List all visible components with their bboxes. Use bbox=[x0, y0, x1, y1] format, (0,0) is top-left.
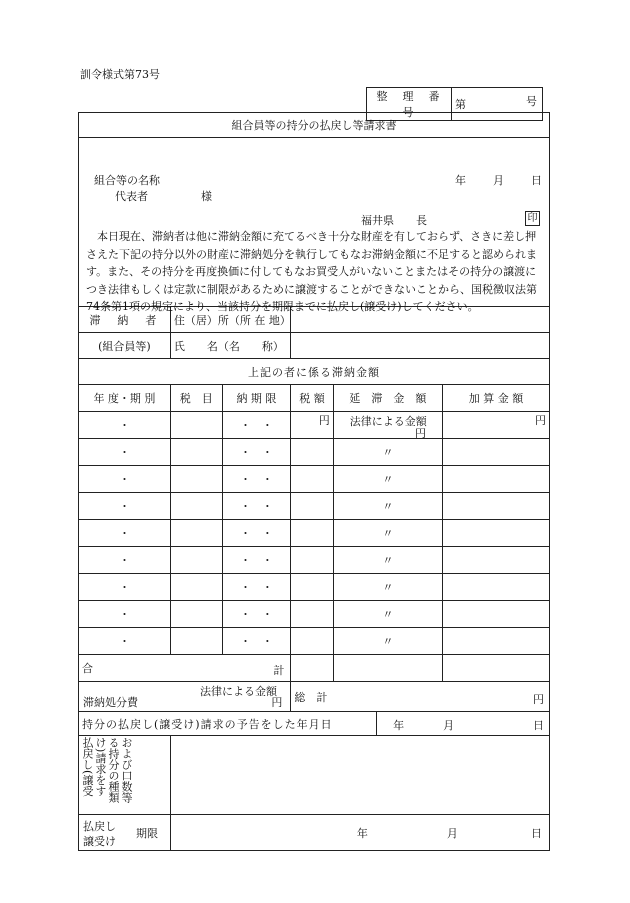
tax-item-cell[interactable] bbox=[170, 493, 222, 520]
header-due-date: 納 期 限 bbox=[222, 385, 291, 412]
period-cell[interactable]: ・ bbox=[79, 466, 171, 493]
reference-number-prefix: 第 bbox=[455, 98, 466, 111]
total-tax-amount[interactable] bbox=[291, 655, 333, 682]
late-fee-law-label: 法律による金額 bbox=[349, 415, 427, 428]
total-row bbox=[79, 655, 550, 682]
share-label-col2: け)請求をす bbox=[94, 737, 107, 797]
total-label bbox=[79, 655, 291, 682]
additional-tax-cell[interactable]: 円 bbox=[442, 412, 549, 439]
tax-amount-cell[interactable] bbox=[291, 439, 333, 466]
share-type-label bbox=[79, 736, 171, 815]
period-cell[interactable]: ・ bbox=[79, 439, 171, 466]
table-row bbox=[79, 574, 550, 601]
tax-amount-cell[interactable] bbox=[291, 520, 333, 547]
tax-amount-cell[interactable] bbox=[291, 574, 333, 601]
deadline-label-transfer: 譲受け bbox=[83, 835, 116, 848]
name-label: 氏 名（名 称） bbox=[170, 333, 290, 359]
due-date-cell[interactable]: ・ ・ bbox=[222, 439, 291, 466]
tax-amount-cell[interactable] bbox=[291, 628, 333, 655]
tax-amount-cell[interactable] bbox=[291, 601, 333, 628]
due-date-cell[interactable]: ・ ・ bbox=[222, 493, 291, 520]
reference-number-suffix: 号 bbox=[526, 95, 537, 108]
period-cell[interactable]: ・ bbox=[79, 412, 171, 439]
tax-item-cell[interactable] bbox=[170, 574, 222, 601]
tax-item-cell[interactable] bbox=[170, 520, 222, 547]
share-label-col4: および口数等 bbox=[120, 737, 133, 803]
share-label-col1: 払戻し(譲受 bbox=[81, 737, 94, 797]
due-date-cell[interactable]: ・ ・ bbox=[222, 574, 291, 601]
enforcement-fee-law-label: 法律による金額 bbox=[200, 685, 277, 698]
tax-amount-cell[interactable] bbox=[291, 466, 333, 493]
period-cell[interactable]: ・ bbox=[79, 493, 171, 520]
due-date-cell[interactable]: ・ ・ bbox=[222, 601, 291, 628]
period-cell[interactable]: ・ bbox=[79, 574, 171, 601]
table-row bbox=[79, 520, 550, 547]
addressee-org-label: 組合等の名称 bbox=[94, 174, 160, 187]
share-row bbox=[79, 736, 550, 815]
seal-mark: 印 bbox=[525, 211, 540, 226]
tax-item-cell[interactable] bbox=[170, 547, 222, 574]
issuer-title: 福井県 長 bbox=[361, 214, 427, 227]
tax-item-cell[interactable] bbox=[170, 628, 222, 655]
late-fee-cell[interactable] bbox=[333, 412, 442, 439]
additional-tax-cell[interactable] bbox=[442, 493, 549, 520]
taxpayer-label: 滞 納 者 bbox=[79, 307, 171, 333]
late-fee-cell[interactable]: 〃 bbox=[333, 520, 442, 547]
tax-item-cell[interactable] bbox=[170, 412, 222, 439]
grand-total-unit: 円 bbox=[533, 693, 544, 706]
addressee-sama: 様 bbox=[201, 190, 212, 203]
notice-month: 月 bbox=[443, 719, 455, 732]
period-cell[interactable]: ・ bbox=[79, 547, 171, 574]
table-row bbox=[79, 628, 550, 655]
total-late-fee[interactable] bbox=[333, 655, 442, 682]
grand-total-cell[interactable] bbox=[291, 682, 550, 712]
deadline-label-period: 期限 bbox=[136, 827, 158, 840]
date-year: 年 bbox=[455, 174, 466, 187]
late-fee-cell[interactable]: 〃 bbox=[333, 493, 442, 520]
late-fee-cell[interactable]: 〃 bbox=[333, 601, 442, 628]
deadline-row bbox=[79, 815, 550, 851]
additional-tax-cell[interactable] bbox=[442, 439, 549, 466]
deadline-month: 月 bbox=[446, 827, 458, 840]
tax-amount-cell[interactable] bbox=[291, 547, 333, 574]
additional-tax-cell[interactable] bbox=[442, 520, 549, 547]
fee-row bbox=[79, 682, 550, 712]
tax-item-cell[interactable] bbox=[170, 601, 222, 628]
table-row bbox=[79, 412, 550, 439]
share-type-field[interactable] bbox=[170, 736, 549, 815]
due-date-cell[interactable]: ・ ・ bbox=[222, 547, 291, 574]
table-row bbox=[79, 547, 550, 574]
late-fee-cell[interactable]: 〃 bbox=[333, 574, 442, 601]
deadline-label bbox=[79, 815, 171, 851]
tax-item-cell[interactable] bbox=[170, 439, 222, 466]
address-label: 住（居）所（所 在 地） bbox=[170, 307, 290, 333]
notice-date-label: 持分の払戻し(譲受け)請求の予告をした年月日 bbox=[79, 712, 377, 736]
additional-tax-cell[interactable] bbox=[442, 466, 549, 493]
deadline-label-refund: 払戻し bbox=[83, 820, 116, 833]
period-cell[interactable]: ・ bbox=[79, 520, 171, 547]
name-field[interactable] bbox=[291, 333, 550, 359]
late-fee-cell[interactable]: 〃 bbox=[333, 628, 442, 655]
notice-row bbox=[79, 712, 550, 736]
header-additional-tax: 加 算 金 額 bbox=[442, 385, 549, 412]
request-form bbox=[78, 112, 550, 851]
form-title: 組合員等の持分の払戻し等請求書 bbox=[79, 113, 550, 138]
enforcement-fee-cell[interactable] bbox=[79, 682, 291, 712]
table-row bbox=[79, 466, 550, 493]
table-row bbox=[79, 601, 550, 628]
late-fee-cell[interactable]: 〃 bbox=[333, 547, 442, 574]
delinquent-section-title: 上記の者に係る滞納金額 bbox=[79, 359, 550, 385]
date-month: 月 bbox=[493, 174, 504, 187]
late-fee-cell[interactable]: 〃 bbox=[333, 439, 442, 466]
table-row bbox=[79, 493, 550, 520]
total-label-right: 計 bbox=[273, 664, 285, 677]
late-fee-unit: 円 bbox=[414, 427, 426, 440]
notice-year: 年 bbox=[393, 719, 405, 732]
header-tax-item: 税 目 bbox=[170, 385, 222, 412]
tax-amount-cell[interactable]: 円 bbox=[291, 412, 333, 439]
additional-tax-cell[interactable] bbox=[442, 628, 549, 655]
deadline-year: 年 bbox=[356, 827, 368, 840]
deadline-day: 日 bbox=[531, 827, 542, 840]
late-fee-cell[interactable]: 〃 bbox=[333, 466, 442, 493]
reference-number-label: 整 理 番 号 bbox=[367, 88, 452, 121]
additional-tax-cell[interactable] bbox=[442, 574, 549, 601]
header-period: 年 度・期 別 bbox=[79, 385, 171, 412]
total-additional-tax[interactable] bbox=[442, 655, 549, 682]
enforcement-fee-unit: 円 bbox=[271, 696, 283, 709]
addressee-rep-label: 代表者 bbox=[115, 190, 148, 203]
additional-tax-cell[interactable] bbox=[442, 547, 549, 574]
share-label-col3: る持分の種類 bbox=[107, 737, 120, 803]
form-number: 訓令様式第73号 bbox=[80, 68, 160, 81]
period-cell[interactable]: ・ bbox=[79, 628, 171, 655]
due-date-cell[interactable]: ・ ・ bbox=[222, 628, 291, 655]
due-date-cell[interactable]: ・ ・ bbox=[222, 412, 291, 439]
tax-amount-cell[interactable] bbox=[291, 493, 333, 520]
request-intro bbox=[79, 138, 550, 313]
table-row bbox=[79, 439, 550, 466]
total-label-left: 合 bbox=[82, 662, 93, 675]
deadline-field[interactable] bbox=[170, 815, 549, 851]
request-body-text: 本日現在、滞納者は他に滞納金額に充てるべき十分な財産を有しておらず、さきに差し押さえた下記の持分以外の財産に滞納処分を執行してもなお滞納金額に不足すると認められます。また、その持分を再度換価に付してもなお買受人がいないことまたはその持分の譲渡につき法律もしくは定款に制限があるために譲渡することができないことから、国税徴収法第74条第1項の規定により、当該持分を期限までに払戻し(譲受け)してください。 bbox=[86, 230, 537, 313]
member-label: (組合員等) bbox=[79, 333, 171, 359]
date-day: 日 bbox=[531, 174, 542, 187]
due-date-cell[interactable]: ・ ・ bbox=[222, 466, 291, 493]
enforcement-fee-label: 滞納処分費 bbox=[83, 696, 138, 709]
notice-day: 日 bbox=[533, 719, 544, 732]
period-cell[interactable]: ・ bbox=[79, 601, 171, 628]
grand-total-label: 総 計 bbox=[294, 690, 328, 704]
tax-item-cell[interactable] bbox=[170, 466, 222, 493]
header-late-fee: 延 滞 金 額 bbox=[333, 385, 442, 412]
additional-tax-cell[interactable] bbox=[442, 601, 549, 628]
header-tax-amount: 税 額 bbox=[291, 385, 333, 412]
due-date-cell[interactable]: ・ ・ bbox=[222, 520, 291, 547]
notice-date-field[interactable] bbox=[377, 712, 550, 736]
